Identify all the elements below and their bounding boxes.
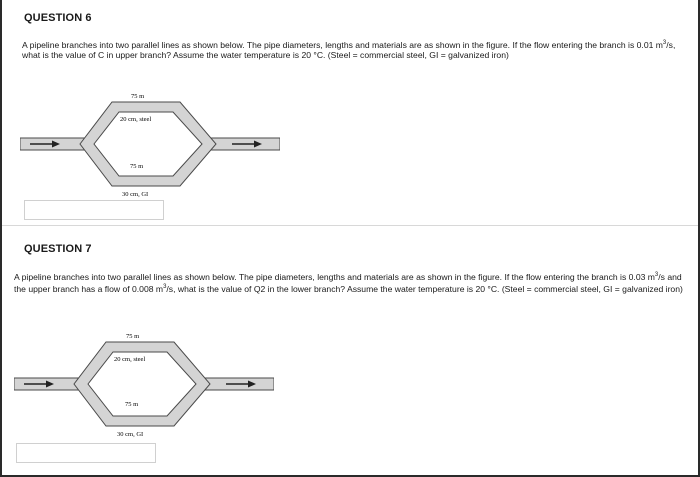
question-6-pipe-figure xyxy=(20,90,280,200)
question-6-title: QUESTION 6 xyxy=(24,12,92,24)
question-7-text-part3: /s, what is the value of Q2 in the lower branch? Assume the water temperature is 20 °C. (Steel = commercial steel, GI = galvanized iron) xyxy=(166,284,683,295)
pipe-diagram xyxy=(14,333,274,438)
pipe-loop xyxy=(74,342,210,426)
question-6-text-part1: A pipeline branches into two parallel lines as shown below. The pipe diameters, lengths and materials are as shown in the figure. If the flow entering the branch is 0.01 m xyxy=(22,39,663,50)
upper-spec-label: 20 cm, steel xyxy=(114,356,146,363)
upper-length-label: 75 m xyxy=(126,333,140,340)
question-divider xyxy=(2,225,698,226)
question-7-superscript-2: 3 xyxy=(163,284,167,291)
question-7-answer-input[interactable] xyxy=(16,443,156,463)
question-7-pipe-figure xyxy=(14,330,274,440)
upper-spec-label: 20 cm, steel xyxy=(120,116,152,123)
question-7-title: QUESTION 7 xyxy=(24,243,92,255)
question-6-superscript: 3 xyxy=(662,40,667,46)
question-6-answer-input[interactable] xyxy=(24,200,164,220)
question-7-text-part1: A pipeline branches into two parallel lines as shown below. The pipe diameters, lengths and materials are as shown in the figure. If the flow entering the branch is 0.03 m xyxy=(14,271,655,282)
lower-length-label: 75 m xyxy=(130,163,144,170)
lower-spec-label: 30 cm, GI xyxy=(117,431,144,438)
upper-length-label: 75 m xyxy=(131,93,145,100)
pipe-loop xyxy=(80,102,216,186)
question-7-superscript-1: 3 xyxy=(654,272,659,278)
lower-length-label: 75 m xyxy=(125,401,139,408)
lower-spec-label: 30 cm, GI xyxy=(122,191,149,198)
question-6-text xyxy=(22,38,682,61)
question-7-text-part2: /s and the upper branch has a flow of 0.008 m xyxy=(14,271,682,295)
question-7-text xyxy=(14,270,690,295)
pipe-diagram xyxy=(20,93,280,198)
question-6-text-part2: /s, what is the value of C in upper branch? Assume the water temperature is 20 °C. (Steel = commercial steel, GI = galvanized iron) xyxy=(22,39,676,61)
